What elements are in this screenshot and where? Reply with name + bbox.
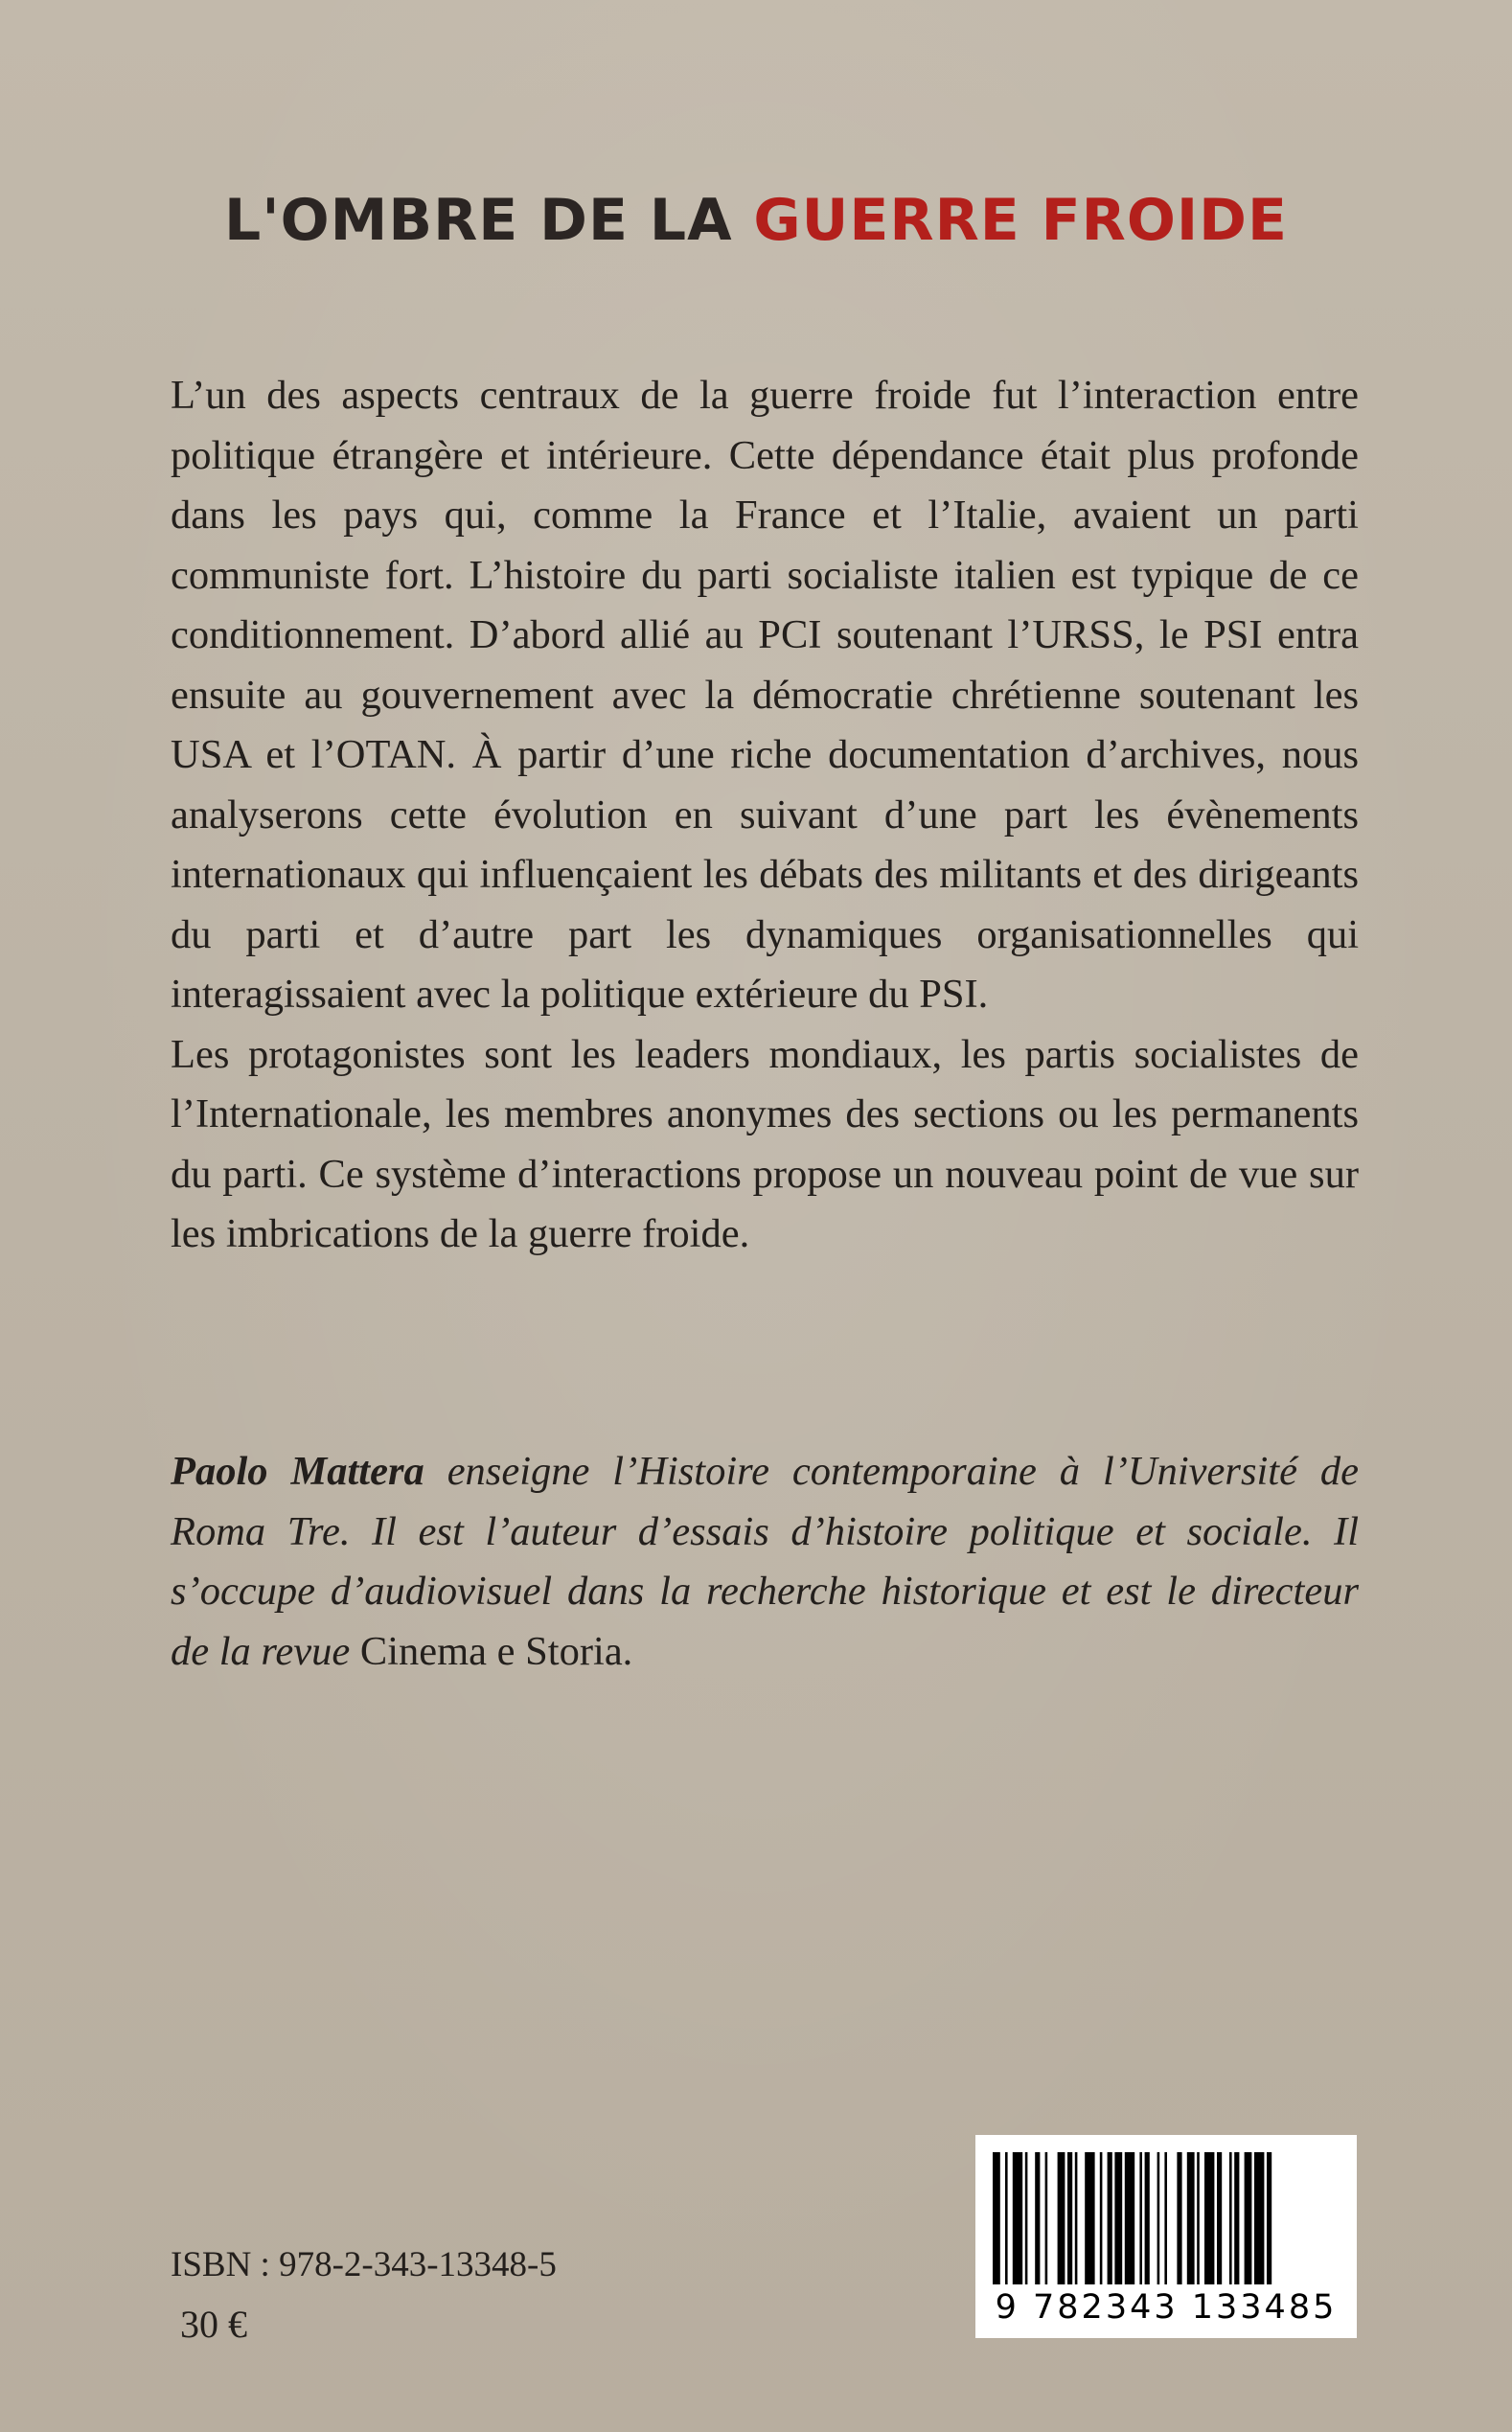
blurb-paragraph-1: L’un des aspects centraux de la guerre froide fut l’interaction entre politique étrangère et intérieure. Cette dépendance était plus profonde dans les pays qui, comme la France et l’Italie, avaient un parti communiste fort. L’histoire du parti socialiste italien est typique de ce conditionnement. D’abord allié au PCI soutenant l’URSS, le PSI entra ensuite au gouvernement avec la démocratie chrétienne soutenant les USA et l’OTAN. À partir d’une riche documentation d’archives, nous analyserons cette évolution en suivant d’une part les évènements internationaux qui influençaient les débats des militants et des dirigeants du parti et d’autre part les dynamiques organisationnelles qui interagissaient avec la politique extérieure du PSI.	[171, 373, 1359, 1017]
barcode-bar	[1125, 2152, 1134, 2284]
barcode-bar	[1025, 2152, 1028, 2284]
barcode-bar	[1108, 2152, 1112, 2284]
barcode-bar	[1177, 2152, 1181, 2284]
barcode-bar	[1197, 2152, 1200, 2284]
title-part-red: GUERRE FROIDE	[753, 187, 1288, 254]
barcode-bar	[1075, 2152, 1078, 2284]
barcode	[975, 2135, 1357, 2338]
author-name: Paolo Mattera	[171, 1449, 424, 1494]
barcode-bar	[1100, 2152, 1103, 2284]
barcode-bar	[1267, 2152, 1271, 2284]
title-part-dark: L'OMBRE DE LA	[224, 187, 733, 254]
barcode-bar	[1145, 2152, 1150, 2284]
blurb	[171, 366, 1359, 1265]
barcode-bar	[1067, 2152, 1072, 2284]
barcode-bar	[1045, 2152, 1048, 2284]
price: 30 €	[180, 2303, 247, 2346]
barcode-bar	[1085, 2152, 1094, 2284]
barcode-bar	[1245, 2152, 1252, 2284]
barcode-bar	[1035, 2152, 1040, 2284]
barcode-bar	[1114, 2152, 1122, 2284]
barcode-bar	[1164, 2152, 1167, 2284]
barcode-bar	[1204, 2152, 1214, 2284]
barcode-bar	[993, 2152, 1000, 2284]
barcode-digits: 9 782343 133485	[995, 2288, 1338, 2327]
isbn: ISBN : 978-2-343-13348-5	[171, 2245, 557, 2284]
blurb-paragraph-2: Les protagonistes sont les leaders mondiaux, les partis socialistes de l’Internationale, les membres anonymes des sections ou les permanents du parti. Ce système d’interactions propose un nouveau point de vue sur les imbrications de la guerre froide.	[171, 1031, 1359, 1256]
barcode-bar	[1058, 2152, 1065, 2284]
barcode-bar	[1217, 2152, 1222, 2284]
barcode-bar	[1005, 2152, 1008, 2284]
barcode-bar	[1013, 2152, 1022, 2284]
barcode-bar	[1139, 2152, 1142, 2284]
barcode-bar	[1229, 2152, 1232, 2284]
author-bio-text: enseigne l’Histoire contemporaine à l’Université de Roma Tre. Il est l’auteur d’essais d’histoire politique et sociale. Il s’occupe d’audiovisuel dans la recherche historique et est le directeur de la revue	[171, 1449, 1359, 1674]
journal-name: Cinema e Storia.	[359, 1628, 633, 1674]
book-title	[0, 187, 1512, 254]
barcode-bar	[1187, 2152, 1195, 2284]
barcode-bar	[1234, 2152, 1239, 2284]
barcode-bar	[1254, 2152, 1264, 2284]
author-bio	[171, 1442, 1359, 1682]
barcode-bar	[1157, 2152, 1160, 2284]
